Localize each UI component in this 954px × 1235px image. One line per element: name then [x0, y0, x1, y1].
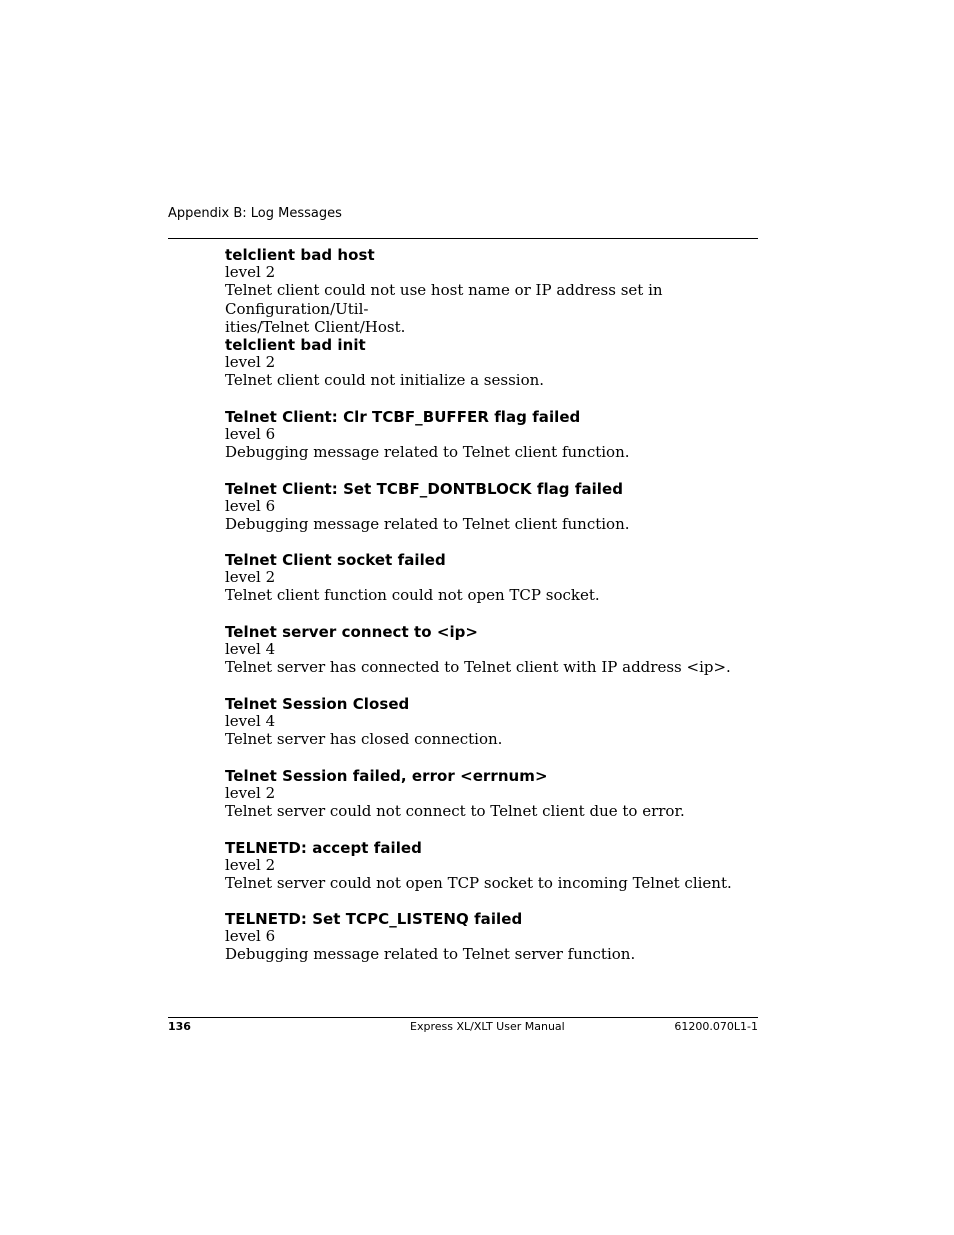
footer-rule: [168, 1017, 758, 1018]
log-entry-description: Telnet server has closed connection.: [225, 729, 503, 748]
log-entry-description: Debugging message related to Telnet client function.: [225, 514, 630, 533]
running-header: Appendix B: Log Messages: [168, 206, 342, 221]
log-entry-description: Telnet client could not use host name or IP address set in Configuration/Util- ities/Telnet Client/Host.: [225, 281, 663, 335]
manual-title: Express XL/XLT User Manual: [410, 1020, 565, 1033]
part-number: 61200.070L1-1: [674, 1020, 758, 1033]
log-entry: [225, 838, 758, 910]
log-entry: [225, 479, 758, 551]
log-entry-description: Telnet client function could not open TCP socket.: [225, 586, 600, 605]
log-entry-title: Telnet Session failed, error <errnum>: [225, 766, 548, 785]
page-number: 136: [168, 1020, 191, 1033]
log-entry-title: Telnet Client: Set TCBF_DONTBLOCK flag failed: [225, 479, 624, 498]
log-entry-description: Telnet server could not connect to Telnet client due to error.: [225, 801, 685, 820]
log-entry-level: level 2: [225, 263, 276, 281]
log-entry-description: Telnet client could not initialize a session.: [225, 371, 545, 389]
log-entry-level: level 4: [225, 711, 276, 730]
log-entry: [225, 694, 758, 766]
header-rule: [168, 238, 758, 239]
log-entry-title: TELNETD: Set TCPC_LISTENQ failed: [225, 910, 523, 929]
log-entry-description: Debugging message related to Telnet client function.: [225, 442, 630, 461]
log-entry-description: Debugging message related to Telnet server function.: [225, 945, 636, 964]
log-entry-level: level 2: [225, 353, 276, 371]
log-entry-title: Telnet Client: Clr TCBF_BUFFER flag failed: [225, 407, 581, 426]
log-entry-level: level 6: [225, 496, 276, 515]
log-entry-title: telclient bad host: [225, 246, 375, 264]
log-entry-title: telclient bad init: [225, 336, 366, 354]
log-entry-level: level 6: [225, 927, 276, 946]
log-message-list: [225, 245, 758, 981]
log-entry: [225, 550, 758, 622]
log-entry-level: level 2: [225, 855, 276, 874]
log-entry-description: Telnet server could not open TCP socket to incoming Telnet client.: [225, 873, 732, 892]
log-entry-title: Telnet Session Closed: [225, 694, 410, 713]
log-entry-description: Telnet server has connected to Telnet client with IP address <ip>.: [225, 658, 731, 677]
log-entry: [225, 407, 758, 479]
log-entry: [225, 909, 758, 981]
log-entry-level: level 6: [225, 424, 276, 443]
log-entry-title: Telnet server connect to <ip>: [225, 623, 479, 642]
log-entry: [225, 245, 758, 335]
log-entry-title: Telnet Client socket failed: [225, 551, 446, 570]
log-entry-level: level 2: [225, 568, 276, 587]
log-entry-level: level 2: [225, 783, 276, 802]
log-entry-title: TELNETD: accept failed: [225, 838, 422, 857]
log-entry: [225, 766, 758, 838]
log-entry-level: level 4: [225, 640, 276, 659]
log-entry: [225, 335, 758, 407]
log-entry: [225, 622, 758, 694]
